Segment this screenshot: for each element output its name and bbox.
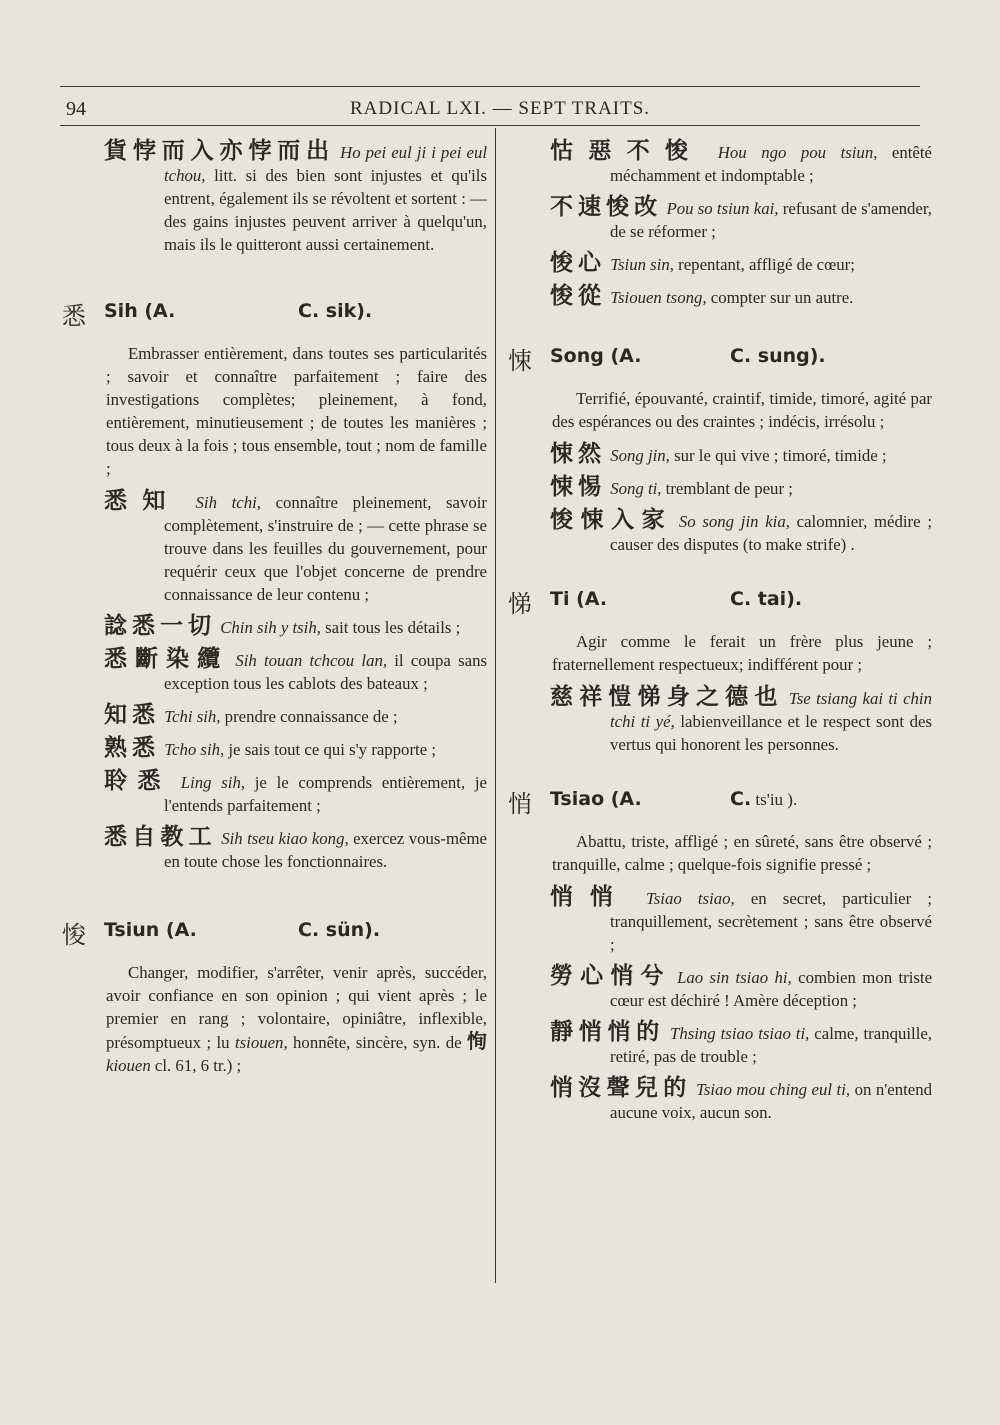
chinese-term: 悉自教工: [104, 824, 217, 850]
definition: Agir comme le ferait un frère plus jeune ; fraternellement respectueux; indifférent pour ;: [552, 632, 932, 674]
character-heading-song: [508, 343, 932, 373]
chinese-term: 悛從: [550, 283, 606, 309]
head-cantonese: C. sün).: [298, 919, 381, 941]
romanization: Lao sin tsiao hi,: [677, 968, 792, 987]
head-cantonese: C. sik).: [298, 300, 373, 322]
entry: [508, 1077, 932, 1124]
entry: [62, 140, 487, 256]
romanization: So song jin kia,: [678, 512, 790, 531]
head-cantonese-prefix: C.: [730, 788, 752, 810]
definition-text: honnête, sincère, syn. de: [287, 1033, 467, 1052]
entry-text: calme, tranquille, retiré, pas de trouble ;: [610, 1024, 933, 1066]
header-rule-bottom: [60, 125, 920, 126]
chinese-term: 知悉: [104, 702, 160, 728]
entry: [508, 686, 932, 756]
head-name: Song (A.: [550, 345, 642, 367]
header: [60, 86, 920, 122]
romanization: Thsing tsiao tsiao ti,: [669, 1024, 810, 1043]
entry: [508, 1021, 932, 1068]
entry-text: entêté méchamment et indomptable ;: [610, 143, 932, 185]
entry: [508, 443, 932, 467]
entry-text: on n'entend aucune voix, aucun son.: [610, 1080, 932, 1122]
romanization: Sih tseu kiao kong,: [221, 829, 349, 848]
entry: [508, 886, 932, 956]
head-character: 悌: [508, 590, 532, 618]
head-character: 悉: [62, 302, 86, 330]
entry: [508, 252, 932, 276]
entry: [62, 704, 487, 728]
right-column: [508, 140, 932, 1133]
romanization: Sih tchi,: [195, 493, 261, 512]
chinese-term: 悄悄: [550, 884, 630, 910]
chinese-term: 慈祥愷悌身之德也: [550, 684, 784, 710]
entry: [508, 196, 932, 243]
running-title: RADICAL LXI. — SEPT TRAITS.: [350, 98, 651, 119]
entry: [508, 140, 932, 187]
entry-text: sait tous les détails ;: [320, 618, 461, 637]
entry-text: je sais tout ce qui s'y rapporte ;: [224, 740, 437, 759]
entry-text: il coupa sans exception tous les cablots des bateaux ;: [164, 651, 488, 693]
head-character: 悛: [62, 921, 86, 949]
head-name: Ti (A.: [550, 588, 608, 610]
entry-text: prendre connaissance de ;: [220, 707, 398, 726]
chinese-term: 悚然: [550, 441, 606, 467]
entry-text: compter sur un autre.: [706, 288, 854, 307]
entry: [508, 285, 932, 309]
chinese-term: 悄沒聲兒的: [550, 1075, 692, 1101]
head-cantonese-reading: ts'iu ).: [751, 790, 798, 809]
entry-text: je le comprends entièrement, je l'entends parfaitement ;: [164, 773, 487, 815]
romanization: Song jin,: [610, 446, 670, 465]
romanization: Tsiouen tsong,: [610, 288, 707, 307]
entry-text: litt. si des bien sont injustes et qu'ils entrent, également ils se révoltent et sortent : — des gains injustes peuvent arriver à quelqu'un, mais ils le quitteront aussi certainement.: [164, 166, 487, 254]
entry-text: labienveillance et le respect sont des vertus qui honorent les personnes.: [610, 712, 932, 754]
chinese-term: 悉斷染纜: [104, 646, 229, 672]
chinese-term: 聆悉: [104, 768, 172, 794]
character-heading-sih: [62, 298, 487, 328]
definition: [106, 961, 487, 1077]
left-column: [62, 140, 487, 1087]
chinese-term: 熟悉: [104, 735, 160, 761]
column-divider: [495, 128, 496, 1283]
romanization: tsiouen,: [234, 1033, 288, 1052]
character-heading-tsiun: [62, 917, 487, 947]
entry: [62, 648, 487, 695]
head-cantonese: C. tai).: [730, 588, 803, 610]
head-name: Tsiun (A.: [104, 919, 197, 941]
romanization: Tse tsiang kai ti chin tchi ti yé,: [610, 689, 932, 731]
head-name: Tsiao (A.: [550, 788, 642, 810]
entry: [62, 490, 487, 606]
chinese-term: 悛悚入家: [550, 507, 673, 533]
entry: [62, 737, 487, 761]
character-heading-tsiao: [508, 786, 932, 816]
chinese-term: 悛心: [550, 250, 606, 276]
romanization: Tchi sih,: [164, 707, 221, 726]
head-name: Sih (A.: [104, 300, 176, 322]
entry: [62, 770, 487, 817]
romanization: Song ti,: [610, 479, 662, 498]
entry-text: en secret, particulier ; tranquillement, secrètement ; sans être observé ;: [610, 889, 932, 954]
chinese-term: 靜悄悄的: [550, 1019, 666, 1045]
head-character: 悄: [508, 790, 532, 818]
character-heading-ti: [508, 586, 932, 616]
entry: [508, 476, 932, 500]
chinese-term: 恂: [466, 1029, 487, 1053]
definition: Terrifié, épouvanté, craintif, timide, timoré, agité par des espérances ou des craintes ; indécis, irrésolu ;: [552, 389, 932, 431]
chinese-term: 貨悖而入亦悖而出: [104, 138, 335, 164]
head-cantonese: C. sung).: [730, 345, 826, 367]
entry: [508, 509, 932, 556]
chinese-term: 悚惕: [550, 474, 606, 500]
romanization: Pou so tsiun kai,: [666, 199, 779, 218]
entry-text: repentant, affligé de cœur;: [673, 255, 855, 274]
romanization: Tsiun sin,: [610, 255, 674, 274]
entry-text: refusant de s'amender, de se réformer ;: [610, 199, 932, 241]
romanization: Chin sih y tsih,: [220, 618, 321, 637]
entry: [508, 965, 932, 1012]
definition: Abattu, triste, affligé ; en sûreté, sans être observé ; tranquille, calme ; quelque-fois signifie pressé ;: [552, 832, 932, 874]
entry-text: sur le qui vive ; timoré, timide ;: [669, 446, 887, 465]
definition-text: cl. 61, 6 tr.) ;: [150, 1056, 242, 1075]
romanization: Ho pei eul ji i pei eul tchou,: [164, 143, 487, 185]
entry-text: exercez vous-même en toute chose les fonctionnaires.: [164, 829, 487, 871]
chinese-term: 悉知: [104, 488, 181, 514]
romanization: Sih touan tchcou lan,: [235, 651, 388, 670]
entry-text: tremblant de peur ;: [661, 479, 793, 498]
entry: [62, 615, 487, 639]
romanization: Tcho sih,: [164, 740, 225, 759]
head-character: 悚: [508, 347, 532, 375]
chinese-term: 勞心悄兮: [550, 963, 671, 989]
chinese-term: 不速悛改: [550, 194, 663, 220]
entry-text: combien mon triste cœur est déchiré ! Amère déception ;: [610, 968, 933, 1010]
romanization: Tsiao mou ching eul ti,: [696, 1080, 851, 1099]
head-cantonese: [730, 788, 797, 810]
romanization: Hou ngo pou tsiun,: [717, 143, 878, 162]
definition-text: Changer, modifier, s'arrêter, venir après, succéder, avoir confiance en son opinion ; qui vient après ; le premier en rang ; volontaire, opiniâtre, inflexible, présomptueux ; lu: [106, 963, 487, 1052]
romanization: kiouen: [106, 1056, 151, 1075]
definition: Embrasser entièrement, dans toutes ses particularités ; savoir et connaître parfaitement ; faire des investigations complètes; pleinement, à fond, entièrement, minutieusement ; de toutes les manières ; tous deux à la fois ; tous ensemble, tout ; nom de famille ;: [106, 344, 487, 478]
chinese-term: 諗悉一切: [104, 613, 216, 639]
page-number: 94: [66, 98, 86, 120]
romanization: Ling sih,: [180, 773, 246, 792]
entry-text: calomnier, médire ; causer des disputes (to make strife) .: [610, 512, 932, 554]
entry-text: connaître pleinement, savoir complètement, s'instruire de ; — cette phrase se trouve dans les feuilles du gouvernement, pour requérir ceux que l'objet concerne de prendre connaissance de leur contenu ;: [164, 493, 488, 604]
chinese-term: 怙惡不悛: [550, 138, 704, 164]
entry: [62, 826, 487, 873]
romanization: Tsiao tsiao,: [645, 889, 735, 908]
